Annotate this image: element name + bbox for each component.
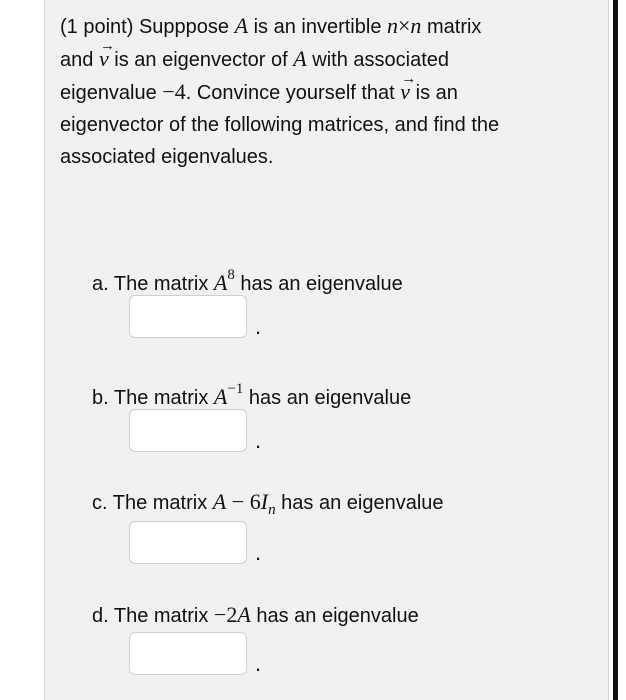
part-b-label <box>92 375 411 412</box>
text: has an eigenvalue <box>240 273 403 295</box>
part-a-label <box>92 261 403 298</box>
part-d-answer-input[interactable] <box>129 632 247 675</box>
period: . <box>255 651 262 676</box>
text: has an eigenvalue <box>281 492 444 514</box>
math-minus: − <box>231 489 245 514</box>
math-n: n <box>410 13 422 38</box>
period: . <box>255 428 262 453</box>
part-c-label <box>92 488 444 524</box>
math-coefficient: 6 <box>249 489 261 514</box>
text: is an eigenvector of <box>114 49 288 71</box>
math-n: n <box>387 13 398 38</box>
part-b-answer-input[interactable] <box>129 409 247 452</box>
points-label: (1 point) <box>60 16 134 38</box>
vector-v: v → <box>400 76 410 108</box>
text: d. The matrix <box>92 605 209 627</box>
arrow-icon: → <box>401 71 417 87</box>
text: and <box>60 49 94 71</box>
period: . <box>255 314 262 339</box>
text: is an <box>415 82 458 104</box>
text: is an invertible <box>253 16 382 38</box>
text: b. The matrix <box>92 387 209 409</box>
part-a-answer-row <box>129 295 261 338</box>
text: associated eigenvalues. <box>60 146 274 168</box>
vector-v: v → <box>99 43 109 75</box>
math-A: A <box>293 46 307 71</box>
text: matrix <box>426 16 482 38</box>
math-A: A <box>237 602 251 627</box>
arrow-icon: → <box>99 38 115 54</box>
math-A: A <box>213 384 228 409</box>
window-edge <box>613 0 618 700</box>
math-identity: I <box>260 489 269 514</box>
math-times: × <box>398 13 411 38</box>
exponent: 8 <box>227 267 235 283</box>
text: has an eigenvalue <box>256 605 419 627</box>
eigenvalue-value: −4 <box>162 79 186 104</box>
period: . <box>255 540 262 565</box>
text: eigenvector of the following matrices, and find the <box>60 114 500 136</box>
subscript: n <box>268 502 276 518</box>
text: a. The matrix <box>92 273 209 295</box>
text: c. The matrix <box>92 492 208 514</box>
exponent: −1 <box>227 381 244 397</box>
part-b-answer-row <box>129 409 261 452</box>
text: . Convince yourself that <box>185 82 395 104</box>
part-a-answer-input[interactable] <box>129 295 247 338</box>
math-coefficient: −2 <box>213 602 238 627</box>
text: has an eigenvalue <box>248 387 412 409</box>
text: Supppose <box>138 16 230 38</box>
math-A: A <box>234 13 249 38</box>
part-d-answer-row <box>129 632 261 675</box>
part-c-answer-row <box>129 521 261 564</box>
text: eigenvalue <box>60 82 157 104</box>
part-c-answer-input[interactable] <box>129 521 247 564</box>
text: with associated <box>312 49 450 71</box>
problem-statement <box>60 10 590 173</box>
part-d-label <box>92 601 419 630</box>
math-A: A <box>212 489 227 514</box>
problem-panel <box>44 0 609 700</box>
math-A: A <box>213 270 228 295</box>
